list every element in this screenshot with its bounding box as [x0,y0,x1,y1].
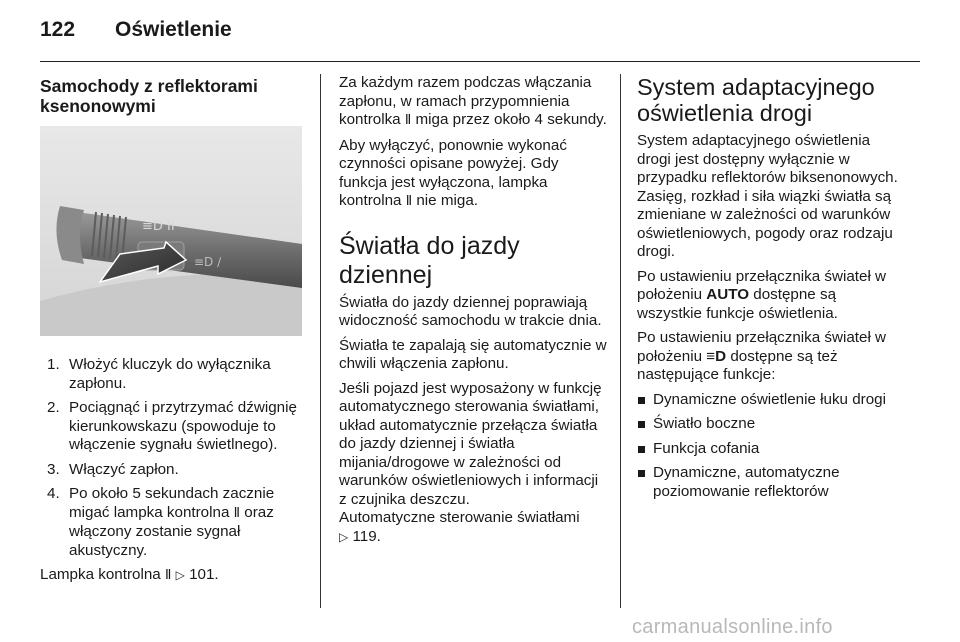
step-number: 4. [47,485,60,502]
list-item-text: Dynamiczne, automatyczne poziomowanie reflektorów [653,464,840,500]
step-number: 3. [47,460,60,478]
step-text: Włączyć zapłon. [69,460,179,478]
bullet-square-icon [638,421,645,428]
paragraph [339,509,607,546]
column-3 [637,74,905,507]
instruction-steps [40,356,305,560]
lamp-reference [40,566,305,586]
paragraph [339,137,607,212]
indicator-lamp-icon: Ⅱ [233,505,241,521]
step-text: Pociągnąć i przytrzymać dźwignię kierunkowskazu (spowoduje to włączenie sygnału świetlnego). [69,399,297,453]
paragraph-text: Aby wyłączyć, ponownie wykonać czynności opisane powyżej. Gdy funkcja jest wyłączona, lampka kontrolna [339,136,567,209]
column-1 [40,74,305,592]
section-heading-adaptive-lighting: System adaptacyjnego oświetlenia drogi [637,74,875,126]
list-item-text: Światło boczne [653,415,756,432]
svg-text:≡D ∕: ≡D ∕ [194,255,222,269]
list-item [637,464,905,501]
paragraph: Światła do jazdy dziennej poprawiają widoczność samochodu w trakcie dnia. [339,293,602,329]
turn-signal-lever-illustration [40,126,302,336]
lamp-label: Lampka kontrolna [40,566,161,583]
paragraph-text: Po ustawieniu przełącznika świateł w położeniu [637,267,887,303]
list-item [637,440,905,459]
page-header [40,14,920,54]
step-item [40,485,305,560]
paragraph [637,268,905,324]
page-number: 122 [40,18,76,41]
bullet-square-icon [638,446,645,453]
paragraph: Światła te zapalają się automatycznie w chwili włączenia zapłonu. [339,336,607,372]
paragraph-text: Automatyczne sterowanie światłami [339,509,580,526]
column-2 [339,74,607,552]
list-item [637,391,905,410]
watermark: carmanualsonline.info [632,616,833,638]
step-item [40,461,305,480]
paragraph: Jeśli pojazd jest wyposażony w funkcję automatycznego sterowania światłami, układ automatycznie przełącza światła do jazdy dziennej i światła mijania/drogowe w zależności od warunków oświetleniowych i informacji z czujnika deszczu. [339,379,602,508]
step-item [40,399,305,455]
bullet-square-icon [638,470,645,477]
paragraph-text: Po ustawieniu przełącznika świateł w położeniu [637,329,887,365]
auto-position-label: AUTO [706,286,750,303]
chapter-title: Oświetlenie [115,18,232,41]
indicator-lamp-icon: Ⅱ [164,568,172,583]
header-rule [40,61,920,62]
step-text: Włożyć kluczyk do wyłącznika zapłonu. [69,356,271,392]
bullet-square-icon [638,397,645,404]
paragraph-text: Za każdym razem podczas włączania zapłonu, w ramach przypomnienia kontrolka [339,74,592,128]
list-item-text: Dynamiczne oświetlenie łuku drogi [653,390,886,408]
indicator-lamp-icon: Ⅱ [405,194,413,209]
paragraph-text: dostępne są też następujące funkcje: [637,347,838,383]
headlight-icon: ≡D [706,347,727,365]
step-number: 1. [47,356,60,373]
section-heading-xenon: Samochody z reflektorami ksenonowymi [40,76,258,116]
page-reference-link[interactable]: 101. [189,566,219,583]
step-item [40,356,305,393]
step-text: oraz włączony zostanie sygnał akustyczny. [69,503,274,559]
step-text: Po około 5 sekundach zacznie migać lampka kontrolna [69,485,275,521]
feature-list [637,391,905,502]
step-number: 2. [47,399,60,416]
paragraph [637,329,905,385]
paragraph [339,74,607,131]
page-reference-icon: ▷ [175,568,185,582]
section-heading-daytime-lights: Światła do jazdy dziennej [339,231,520,289]
indicator-lamp-icon: Ⅱ [404,113,412,128]
paragraph: System adaptacyjnego oświetlenia drogi jest dostępny wyłącznie w przypadku reflektorów biksenonowych. Zasięg, rozkład i siła wiązki światła są zmieniane w zależności od warunków oświetleniowych, pogody oraz rodzaju drogi. [637,132,898,260]
list-item-text: Funkcja cofania [653,439,760,457]
paragraph-text: miga przez około 4 sekundy. [415,111,607,128]
page-reference-link[interactable]: 119. [352,527,381,545]
svg-text:≡D ⅠⅠ: ≡D ⅠⅠ [142,219,175,234]
list-item [637,415,905,434]
page-reference-icon: ▷ [339,529,349,544]
paragraph-text: dostępne są wszystkie funkcje oświetlenia. [637,286,838,322]
column-divider-1 [320,74,321,608]
column-divider-2 [620,74,621,608]
paragraph-text: nie miga. [416,192,478,209]
